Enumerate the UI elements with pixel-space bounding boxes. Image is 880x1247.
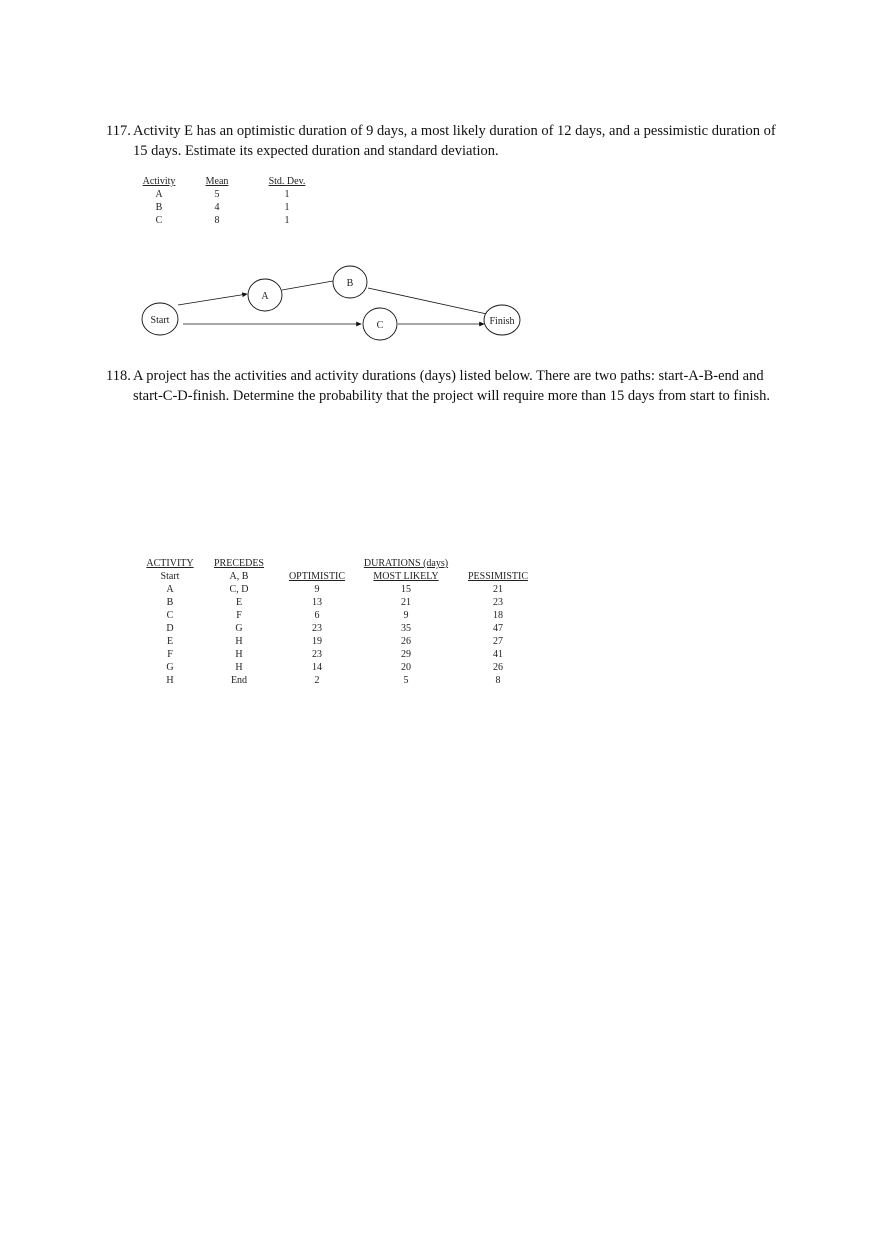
question-text: Activity E has an optimistic duration of 9 days, a most likely duration of 12 days, and a pessimistic duration of 15 days. Estimate its expected duration and standard deviation. <box>133 123 776 159</box>
activity-stats-table <box>136 175 322 227</box>
activity-network-diagram <box>130 255 530 345</box>
table-cell: 5 <box>403 675 409 686</box>
table-cell: 9 <box>403 610 409 621</box>
table-cell: B <box>155 202 163 213</box>
column-header: Activity <box>142 176 176 187</box>
table-header-row <box>140 557 540 570</box>
table-cell: 18 <box>493 610 503 621</box>
group-header: DURATIONS (days) <box>363 558 449 569</box>
table-header-row <box>136 175 322 188</box>
edge-start-a <box>178 294 247 305</box>
node-start <box>142 303 178 335</box>
table-cell: 1 <box>284 202 290 213</box>
table-cell: 2 <box>314 675 320 686</box>
table-row <box>140 661 540 674</box>
node-label: B <box>346 278 354 289</box>
table-row <box>140 583 540 596</box>
column-header: PESSIMISTIC <box>467 571 528 582</box>
table-cell: 41 <box>493 649 503 660</box>
table-cell: 23 <box>312 623 322 634</box>
table-cell: A, B <box>229 571 249 582</box>
table-cell: F <box>236 610 242 621</box>
table-header-row <box>140 570 540 583</box>
table-cell: 27 <box>493 636 503 647</box>
question-number: 117. <box>106 123 131 139</box>
table-cell: 14 <box>312 662 322 673</box>
table-row <box>140 622 540 635</box>
table-cell: D <box>166 623 174 634</box>
table-cell: 23 <box>493 597 503 608</box>
column-header: Mean <box>205 176 229 187</box>
column-header: OPTIMISTIC <box>288 571 346 582</box>
table-cell: End <box>230 675 248 686</box>
table-cell: 47 <box>493 623 503 634</box>
node-label: Start <box>150 315 170 326</box>
table-cell: F <box>167 649 173 660</box>
table-cell: A <box>155 189 163 200</box>
table-cell: 8 <box>214 215 220 226</box>
node-label: C <box>376 320 384 331</box>
node-b <box>333 266 367 298</box>
table-row <box>136 188 322 201</box>
table-row <box>140 609 540 622</box>
table-cell: 5 <box>214 189 220 200</box>
column-header: MOST LIKELY <box>373 571 439 582</box>
column-header: PRECEDES <box>213 558 264 569</box>
table-cell: E <box>235 597 243 608</box>
table-cell: C <box>155 215 163 226</box>
activity-durations-table <box>140 557 540 687</box>
table-cell: 26 <box>493 662 503 673</box>
table-row <box>140 674 540 687</box>
table-cell: Start <box>160 571 180 582</box>
node-a <box>248 279 282 311</box>
table-cell: 4 <box>214 202 220 213</box>
table-cell: B <box>166 597 174 608</box>
table-cell: 20 <box>401 662 411 673</box>
question-117 <box>106 121 786 161</box>
node-finish <box>484 305 520 335</box>
table-row <box>136 214 322 227</box>
table-cell: 23 <box>312 649 322 660</box>
node-label: Finish <box>489 316 515 327</box>
table-cell: 8 <box>495 675 501 686</box>
table-cell: 21 <box>493 584 503 595</box>
table-cell: 15 <box>401 584 411 595</box>
table-cell: 1 <box>284 215 290 226</box>
edge-a-b <box>282 281 333 290</box>
table-cell: C <box>166 610 174 621</box>
table-cell: 19 <box>312 636 322 647</box>
table-cell: H <box>235 662 243 673</box>
table-cell: G <box>235 623 243 634</box>
table-cell: 26 <box>401 636 411 647</box>
question-118 <box>106 366 786 406</box>
table-cell: G <box>166 662 174 673</box>
column-header: ACTIVITY <box>146 558 194 569</box>
table-cell: A <box>166 584 174 595</box>
table-cell: H <box>166 675 174 686</box>
table-cell: H <box>235 636 243 647</box>
table-row <box>140 648 540 661</box>
table-cell: H <box>235 649 243 660</box>
table-cell: 6 <box>314 610 320 621</box>
table-cell: 35 <box>401 623 411 634</box>
table-cell: 13 <box>312 597 322 608</box>
column-header: Std. Dev. <box>268 176 306 187</box>
table-cell: 9 <box>314 584 320 595</box>
table-cell: C, D <box>229 584 249 595</box>
table-cell: 29 <box>401 649 411 660</box>
question-number: 118. <box>106 368 131 384</box>
table-cell: E <box>166 636 174 647</box>
table-row <box>140 635 540 648</box>
node-c <box>363 308 397 340</box>
node-label: A <box>261 291 269 302</box>
table-cell: 21 <box>401 597 411 608</box>
table-row <box>136 201 322 214</box>
question-text: A project has the activities and activity durations (days) listed below. There are two paths: start-A-B-end and start-C-D-finish. Determine the probability that the project will require more than 15 days from start to finish. <box>133 368 771 404</box>
table-cell: 1 <box>284 189 290 200</box>
table-row <box>140 596 540 609</box>
